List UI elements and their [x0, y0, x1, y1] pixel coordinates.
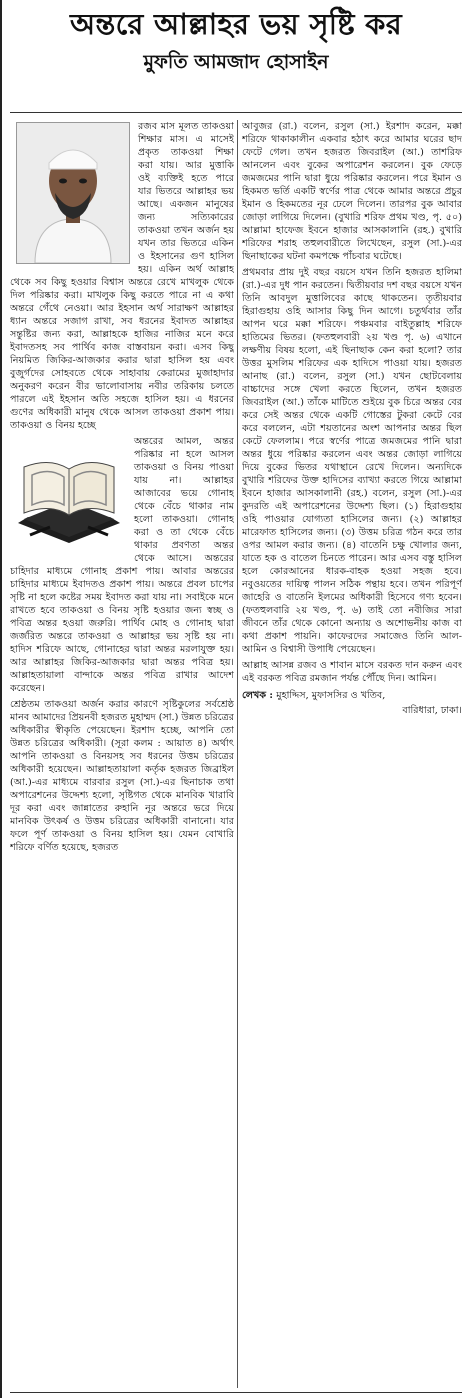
paragraph: অন্তরের আমল, অন্তর পরিষ্কার না হলে আসল তাকওয়া ও বিনয় পাওয়া যায় না। আল্লাহর আজাবের ভয়ে গোনাহ থেকে বেঁচে থাকার নাম হলো তাকওয়া। গোনাহ করা ও তা থেকে বেঁচে থাকার প্রবণতা অন্তর থেকে আসে। অন্তরের চাহিদার মাধ্যমে গোনাহ প্রকাশ পায়। আবার অন্তরের চাহিদার মাধ্যমে ইবাদতও প্রকাশ পায়। অন্তরে প্রবল চাপের সৃষ্টি না হলে কষ্টের সময় ইবাদত করা যায় না। সবাইকে মনে রাখতে হবে তাকওয়া ও বিনয় সৃষ্টি হওয়ার জন্য স্বচ্ছ ও পবিত্র অন্তর হওয়া জরুরি। পার্থিব মোহ ও গোনাহ দ্বারা জর্জরিত অন্তরে তাকওয়া ও আল্লাহর ভয় সৃষ্টি হয় না। হাদিস শরিফে আছে, গোনাহের দ্বারা অন্তর মরলাযুক্ত হয়। আর আল্লাহর জিকির-আজকার দ্বারা অন্তর পবিত্র হয়। আল্লাহতায়ালা বান্দাকে অন্তর পবিত্র রাখার আদেশ করেছেন। — [10, 436, 234, 694]
column-divider — [237, 120, 238, 1388]
header-divider — [10, 112, 462, 113]
author-label: লেখক : — [242, 690, 273, 701]
paragraph: আল্লাহ আসন্ন রজব ও শাবান মাসে বরকত দান করুন এবং এই বরকত পবিত্র রমজান পর্যন্ত পৌঁছে দিন। আমিন। — [242, 660, 462, 684]
paragraph: প্রথমবার প্রায় দুই বছর বয়সে যখন তিনি হজরত হালিমা (রা.)-এর দুধ পান করতেন। দ্বিতীয়বার দশ বছর বয়সে যখন তিনি আবদুল মুত্তালিবের কাছে থাকতেন। তৃতীয়বার হিরাগুহায় ওহি আসার কিছু দিন আগে। চতুর্থবার তাঁর আপন ঘরে মক্কা শরিফে। পঞ্চমবার বাইতুল্লাহ শরিফে হাতিমের ভিতর। (ফতহুলবারী ২য় খণ্ড পৃ. ৬) এখানে লক্ষণীয় বিষয় হলো, এই ছিনাছাক কেন করা হলো? তার উত্তর মুসলিম শরিফের এক হাদিসে পাওয়া যায়। হজরত আনাছ (রা.) বলেন, রসুল (সা.) যখন ছোটবেলায় বাচ্চাদের সঙ্গে খেলা করতে ছিলেন, তখন হজরত জিবরাইল (আ.) তাঁকে মাটিতে শুইয়ে বুক চিরে অন্তর বের করে সেই অন্তর থেকে একটি গোস্তের টুকরা কেটে বের করে বললেন, এটা শয়তানের অংশ আপনার অন্তর ছিল কেটে ফেললাম। পরে স্বর্ণের পাত্রে জমজমের পানি দ্বারা অন্তর ধুয়ে পরিষ্কার করলেন এবং অন্তর জোড়া লাগিয়ে দিয়ে বুকের ভিতর যথাস্থানে রেখে দিলেন। অন্যদিকে বুখারি শরিফের উক্ত হাদিসের ব্যাখ্যা করতে গিয়ে আল্লামা ইবনে হাজার আসকালানী (রহ.) বলেন, রসুল (সা.)-এর কুদরতি এই অপারেশনের উদ্দেশ্য ছিল। (১) হিরাগুহায় ওহি পাওয়ার যোগ্যতা হাসিলের জন্য। (২) আল্লাহর মারেফাত হাসিলের জন্য। (৩) উত্তম চরিত্র গঠন করে তার ওপর আমল করার জন্য। (৪) বাতেনি চক্ষু খোলার জন্য, যাতে হক ও বাতেল চিনতে পারেন। আর এসব বস্তু হাসিল হলে কোরআনের ধারক-বাহক হওয়া সহজ হবে। নবুওয়তের দায়িত্ব পালন সঠিক পন্থায় হবে। তখন পরিপূর্ণ জাহেরি ও বাতেনি ইলমের অধিকারী হিসেবে গণ্য হবেন। (ফতহুলবারি ২য় খণ্ড, পৃ. ৬) তাই তো নবীজির সারা জীবনে তাঁর থেকে কোনো অন্যায় ও অশোভনীয় কাজ বা কথা প্রকাশ পায়নি। কাফেরদের সমাজেও তিনি আল-আমিন ও বিশ্বাসী উপাধি পেয়েছেন। — [242, 267, 462, 655]
footer-divider — [10, 1392, 462, 1393]
column-right — [242, 120, 462, 1390]
article-headline: অন্তরে আল্লাহর ভয় সৃষ্টি কর — [69, 7, 403, 41]
article-byline: মুফতি আমজাদ হোসাইন — [143, 51, 329, 73]
author-title: মুহাদ্দিস, মুফাসসির ও খতিব, — [276, 690, 386, 701]
paragraph: আবুজর (রা.) বলেন, রসুল (সা.) ইরশাদ করেন, মক্কা শরিফে থাকাকালীন একবার হঠাৎ করে আমার ঘরের ছাদ ফেটে গেল। তখন হজরত জিবরাইল (আ.) তাশরিফ আনলেন এবং বুকের অপারেশন করলেন। বুক ফেড়ে জমজমের পানি দ্বারা ধুয়ে পরিষ্কার করলেন। পরে ইমান ও হিকমত ভর্তি একটি স্বর্ণের পাত্র থেকে আমার অন্তরে প্রচুর ইমান ও হিকমতের নূর ঢেলে দিলেন। তারপর বুক আবার জোড়া লাগিয়ে দিলেন। (বুখারি শরিফ প্রথম খণ্ড, পৃ. ৫০) আল্লামা হাফেজ ইবনে হাজার আসকালানি (রহ.) বুখারি শরিফের শরাহ তহুলবারীতে লিখেছেন, রসুল (সা.)-এর ছিনাছাকের ঘটনা কমপক্ষে পাঁচবার ঘটেছে। — [242, 121, 462, 262]
author-credit — [242, 689, 462, 702]
paragraph: রজব মাস মূলত তাকওয়া শিক্ষার মাস। এ মাসেই প্রকৃত তাকওয়া শিক্ষা করা যায়। আর মুত্তাকি ওই ব্যক্তিই হতে পারে যার ভিতরে আল্লাহর ভয় আছে। একজন মানুষের জন্য সত্যিকারের তাকওয়া তখন অর্জন হয় যখন তার ভিতরে একিন ও ইহসানের গুণ হাসিল হয়। একিন অর্থ আল্লাহ থেকে সব কিছু হওয়ার বিশ্বাস অন্তরে রেখে মাখলুক থেকে দিল পরিষ্কার করা। মাখলুক কিছু করতে পারে না এ কথা অন্তরে গেঁথে নেওয়া। আর ইহসান অর্থ সারাক্ষণ আল্লাহর ধ্যান অন্তরে সজাগ রাখা, সব ধরনের ইবাদত আল্লাহর সন্তুষ্টির জন্য করা, আল্লাহকে হাজির নাজির মনে করে ইবাদতসহ সব পার্থিব কাজ বাস্তবায়ন করা। এসব কিছু নিয়মিত জিকির-আজকার করার দ্বারা হাসিল হয় এবং বুজুর্গদের সোহবতে থেকে সাহাবায় কেরামের মুজাহাদার অনুকরণ করেন বীর ভালোবাসায় নবীর তরিকায় চলতে পারলে এই ইহসান অতি সহজে হাসিল হয়। এ ধরনের গুণের অধিকারী মানুষ থেকে আসল তাকওয়া প্রকাশ পায়। তাকওয়া ও বিনয় হচ্ছে — [10, 121, 234, 431]
paragraph: শ্রেষ্ঠতম তাকওয়া অর্জন করার কারণে সৃষ্টিকুলের সর্বশ্রেষ্ঠ মানব আমাদের প্রিয়নবী হজরত মুহাম্মদ (সা.) উন্নত চরিত্রের অধিকারীর স্বীকৃতি পেয়েছেন। ইরশাদ হচ্ছে, আপনি তো উন্নত চরিত্রের অধিকারী। (সূরা কলম : আয়াত ৪) অর্থাৎ আপনি তাকওয়া ও বিনয়সহ সব ধরনের উত্তম চরিত্রের অধিকারী হয়েছেন। আল্লাহতায়ালা কর্তৃক হজরত জিব্রাইল (আ.)-এর মাধ্যমে বারবার রসুল (সা.)-এর ছিনাচাক তথা অপারেশনের উদ্দেশ্য হলো, সৃষ্টিগত থেকে মানবিক খারাবি দূর করা এবং জান্নাতের রুহানি নূর অন্তরে ভরে দিয়ে মানবিক উৎকর্ষ ও উত্তম চরিত্রের অধিকারী বানানো। যার ফলে পূর্ণ তাকওয়া ও বিনয় হাসিল হয়। যেমন বোখারি শরিফে বর্ণিত হয়েছে, হজরত — [10, 699, 234, 853]
quran-on-stand-image — [10, 439, 128, 551]
author-photo — [16, 122, 130, 264]
column-left — [10, 120, 234, 1390]
author-place: বারিধারা, ঢাকা। — [402, 705, 462, 716]
